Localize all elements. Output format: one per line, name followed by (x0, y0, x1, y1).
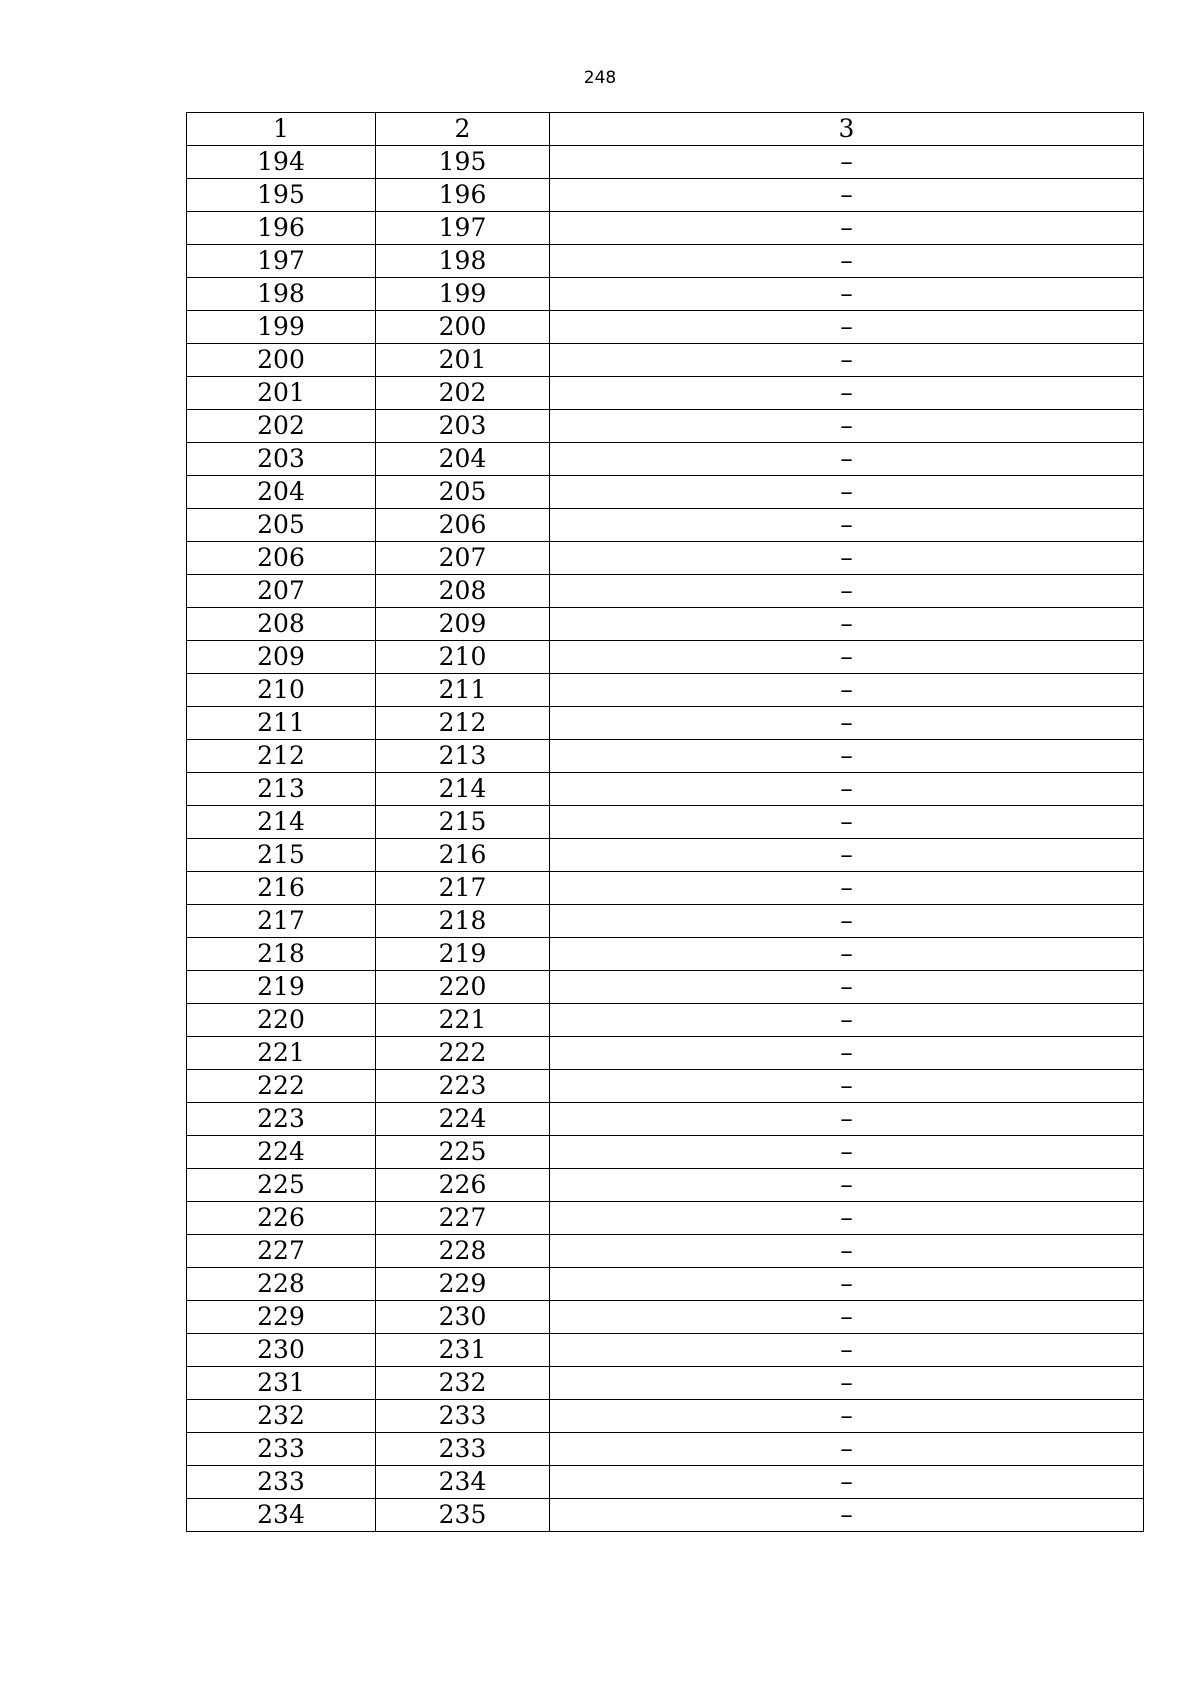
table-cell-col-2: 208 (376, 575, 550, 608)
table-cell-col-3: – (550, 1169, 1144, 1202)
table-row (187, 245, 1144, 278)
table-cell-col-3: – (550, 1268, 1144, 1301)
table-cell-col-2: 218 (376, 905, 550, 938)
table-cell-col-3: – (550, 1334, 1144, 1367)
table-row (187, 938, 1144, 971)
table-row (187, 740, 1144, 773)
table-cell-col-3: – (550, 641, 1144, 674)
page-number: 248 (583, 68, 617, 88)
table-cell-col-3: – (550, 179, 1144, 212)
table-cell-col-3: – (550, 1235, 1144, 1268)
table-cell-col-3: – (550, 1037, 1144, 1070)
header-cell-col-1: 1 (187, 113, 376, 146)
table-cell-col-1: 212 (187, 740, 376, 773)
table-cell-col-1: 231 (187, 1367, 376, 1400)
table-row (187, 1466, 1144, 1499)
table-cell-col-2: 229 (376, 1268, 550, 1301)
table-row (187, 839, 1144, 872)
table-cell-col-2: 195 (376, 146, 550, 179)
table-cell-col-1: 208 (187, 608, 376, 641)
table-cell-col-2: 217 (376, 872, 550, 905)
table-cell-col-2: 226 (376, 1169, 550, 1202)
table-cell-col-3: – (550, 1301, 1144, 1334)
table-cell-col-2: 209 (376, 608, 550, 641)
table-row (187, 1334, 1144, 1367)
table-cell-col-2: 215 (376, 806, 550, 839)
table-cell-col-3: – (550, 707, 1144, 740)
table-row (187, 1004, 1144, 1037)
table-cell-col-3: – (550, 1136, 1144, 1169)
table-row (187, 1235, 1144, 1268)
table-row (187, 1301, 1144, 1334)
table-cell-col-3: – (550, 1004, 1144, 1037)
table-row (187, 971, 1144, 1004)
table-row (187, 476, 1144, 509)
table-row (187, 707, 1144, 740)
table-cell-col-1: 199 (187, 311, 376, 344)
table-row (187, 410, 1144, 443)
table-cell-col-1: 215 (187, 839, 376, 872)
table-cell-col-2: 199 (376, 278, 550, 311)
table-cell-col-2: 210 (376, 641, 550, 674)
table-row (187, 1103, 1144, 1136)
table-row (187, 509, 1144, 542)
table-cell-col-1: 206 (187, 542, 376, 575)
table-row (187, 278, 1144, 311)
table-row (187, 905, 1144, 938)
table-cell-col-3: – (550, 344, 1144, 377)
table-cell-col-3: – (550, 311, 1144, 344)
table-row (187, 806, 1144, 839)
table-cell-col-3: – (550, 872, 1144, 905)
table-row (187, 773, 1144, 806)
table-cell-col-2: 206 (376, 509, 550, 542)
table-cell-col-3: – (550, 773, 1144, 806)
table-row (187, 1136, 1144, 1169)
table-row (187, 179, 1144, 212)
table-row (187, 674, 1144, 707)
table-cell-col-3: – (550, 212, 1144, 245)
table-row (187, 641, 1144, 674)
table-cell-col-3: – (550, 1070, 1144, 1103)
table-body (187, 146, 1144, 1532)
table-row (187, 872, 1144, 905)
table-row (187, 1499, 1144, 1532)
table-cell-col-1: 210 (187, 674, 376, 707)
table-cell-col-1: 200 (187, 344, 376, 377)
table-cell-col-3: – (550, 608, 1144, 641)
table-cell-col-1: 232 (187, 1400, 376, 1433)
table-row (187, 146, 1144, 179)
table-cell-col-2: 212 (376, 707, 550, 740)
table-cell-col-2: 197 (376, 212, 550, 245)
table-row (187, 1037, 1144, 1070)
table-cell-col-1: 204 (187, 476, 376, 509)
table-row (187, 575, 1144, 608)
table-cell-col-1: 202 (187, 410, 376, 443)
table-cell-col-1: 209 (187, 641, 376, 674)
table-cell-col-3: – (550, 1103, 1144, 1136)
table-cell-col-1: 207 (187, 575, 376, 608)
table-cell-col-3: – (550, 245, 1144, 278)
table-header (187, 113, 1144, 146)
table-cell-col-1: 201 (187, 377, 376, 410)
header-row (187, 113, 1144, 146)
data-table (186, 112, 1144, 1532)
table-cell-col-2: 207 (376, 542, 550, 575)
table-cell-col-2: 233 (376, 1400, 550, 1433)
table-cell-col-2: 228 (376, 1235, 550, 1268)
table-cell-col-2: 234 (376, 1466, 550, 1499)
table-cell-col-1: 217 (187, 905, 376, 938)
table-cell-col-3: – (550, 509, 1144, 542)
table-row (187, 1169, 1144, 1202)
table-cell-col-1: 230 (187, 1334, 376, 1367)
table-row (187, 1070, 1144, 1103)
table-cell-col-3: – (550, 740, 1144, 773)
table-row (187, 443, 1144, 476)
table-cell-col-3: – (550, 674, 1144, 707)
table-cell-col-2: 225 (376, 1136, 550, 1169)
table-row (187, 542, 1144, 575)
table-cell-col-2: 205 (376, 476, 550, 509)
table-cell-col-1: 233 (187, 1466, 376, 1499)
header-cell-col-2: 2 (376, 113, 550, 146)
table-row (187, 311, 1144, 344)
table-cell-col-2: 198 (376, 245, 550, 278)
table-row (187, 1400, 1144, 1433)
table-cell-col-1: 229 (187, 1301, 376, 1334)
table-cell-col-2: 230 (376, 1301, 550, 1334)
table-cell-col-2: 211 (376, 674, 550, 707)
table-cell-col-3: – (550, 1202, 1144, 1235)
table-cell-col-1: 198 (187, 278, 376, 311)
table-row (187, 1202, 1144, 1235)
table-cell-col-3: – (550, 905, 1144, 938)
table-cell-col-1: 221 (187, 1037, 376, 1070)
table-cell-col-2: 214 (376, 773, 550, 806)
table-row (187, 1367, 1144, 1400)
table-cell-col-1: 233 (187, 1433, 376, 1466)
table-cell-col-2: 227 (376, 1202, 550, 1235)
table-cell-col-2: 220 (376, 971, 550, 1004)
table-cell-col-1: 197 (187, 245, 376, 278)
table-cell-col-1: 203 (187, 443, 376, 476)
table-cell-col-1: 228 (187, 1268, 376, 1301)
table-cell-col-2: 203 (376, 410, 550, 443)
table-cell-col-3: – (550, 1466, 1144, 1499)
table-cell-col-3: – (550, 377, 1144, 410)
table-cell-col-3: – (550, 806, 1144, 839)
table-cell-col-1: 214 (187, 806, 376, 839)
table-cell-col-1: 218 (187, 938, 376, 971)
table-cell-col-1: 216 (187, 872, 376, 905)
table-cell-col-3: – (550, 575, 1144, 608)
table-row (187, 377, 1144, 410)
table-cell-col-3: – (550, 1499, 1144, 1532)
table-cell-col-3: – (550, 1400, 1144, 1433)
table-cell-col-3: – (550, 1367, 1144, 1400)
table-cell-col-3: – (550, 1433, 1144, 1466)
table-row (187, 608, 1144, 641)
table-row (187, 1268, 1144, 1301)
table-cell-col-1: 196 (187, 212, 376, 245)
table-cell-col-2: 219 (376, 938, 550, 971)
table-cell-col-2: 201 (376, 344, 550, 377)
table-cell-col-1: 222 (187, 1070, 376, 1103)
table-cell-col-1: 234 (187, 1499, 376, 1532)
table-row (187, 1433, 1144, 1466)
table-cell-col-3: – (550, 971, 1144, 1004)
table-cell-col-2: 231 (376, 1334, 550, 1367)
table-cell-col-1: 211 (187, 707, 376, 740)
table-cell-col-1: 194 (187, 146, 376, 179)
table-cell-col-2: 200 (376, 311, 550, 344)
table-cell-col-3: – (550, 410, 1144, 443)
table-cell-col-3: – (550, 938, 1144, 971)
table-cell-col-1: 223 (187, 1103, 376, 1136)
table-cell-col-3: – (550, 146, 1144, 179)
table-cell-col-3: – (550, 839, 1144, 872)
table-cell-col-2: 202 (376, 377, 550, 410)
table-cell-col-2: 223 (376, 1070, 550, 1103)
table-cell-col-1: 205 (187, 509, 376, 542)
table-cell-col-2: 224 (376, 1103, 550, 1136)
table-cell-col-1: 226 (187, 1202, 376, 1235)
table-cell-col-2: 196 (376, 179, 550, 212)
table-cell-col-2: 222 (376, 1037, 550, 1070)
table-cell-col-1: 225 (187, 1169, 376, 1202)
table-cell-col-3: – (550, 443, 1144, 476)
header-cell-col-3: 3 (550, 113, 1144, 146)
table-row (187, 212, 1144, 245)
table-cell-col-3: – (550, 542, 1144, 575)
table-cell-col-2: 221 (376, 1004, 550, 1037)
table-row (187, 344, 1144, 377)
table-cell-col-2: 204 (376, 443, 550, 476)
table-cell-col-2: 235 (376, 1499, 550, 1532)
table-cell-col-2: 232 (376, 1367, 550, 1400)
table-cell-col-1: 224 (187, 1136, 376, 1169)
table-cell-col-2: 233 (376, 1433, 550, 1466)
table-cell-col-1: 219 (187, 971, 376, 1004)
table-cell-col-1: 227 (187, 1235, 376, 1268)
table-cell-col-3: – (550, 476, 1144, 509)
table-cell-col-3: – (550, 278, 1144, 311)
table-cell-col-2: 213 (376, 740, 550, 773)
table-cell-col-1: 195 (187, 179, 376, 212)
table-cell-col-1: 220 (187, 1004, 376, 1037)
table-cell-col-2: 216 (376, 839, 550, 872)
table-cell-col-1: 213 (187, 773, 376, 806)
